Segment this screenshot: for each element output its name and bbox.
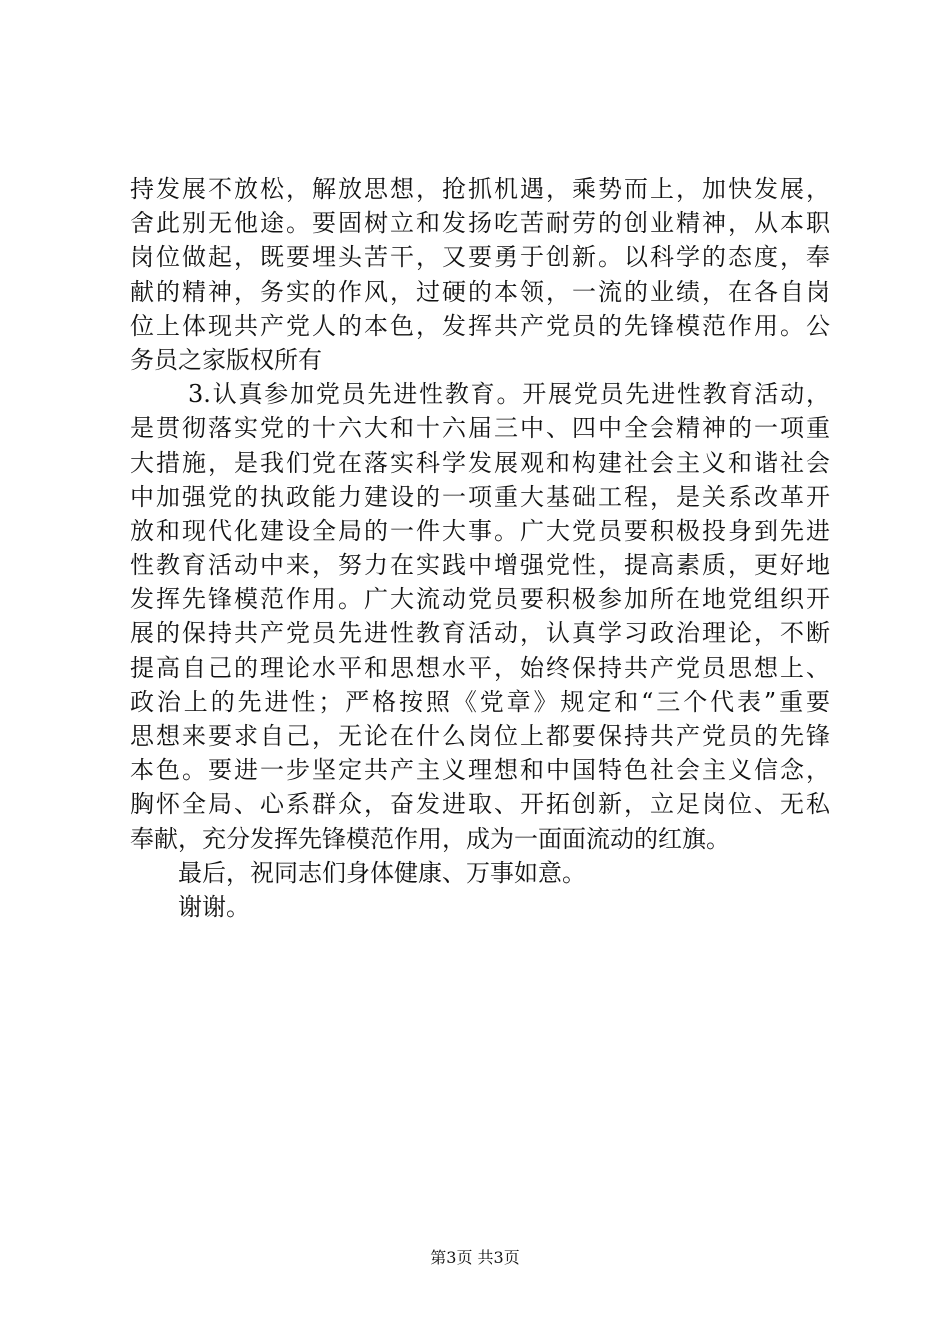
document-body — [130, 172, 830, 924]
text-line: 大措施，是我们党在落实科学发展观和构建社会主义和谐社会 — [130, 448, 830, 477]
text-line: 发挥先锋模范作用。广大流动党员要积极参加所在地党组织开 — [130, 585, 830, 614]
text-line: 舍此别无他途。要固树立和发扬吃苦耐劳的创业精神，从本职 — [130, 209, 830, 238]
page-number-footer: 第3页 共3页 — [430, 1248, 520, 1267]
text-line: 中加强党的执政能力建设的一项重大基础工程，是关系改革开 — [130, 482, 830, 511]
thanks-line: 谢谢。 — [178, 892, 250, 921]
text-line: 胸怀全局、心系群众，奋发进取、开拓创新，立足岗位、无私 — [130, 790, 830, 819]
text-line: 性教育活动中来，努力在实践中增强党性，提高素质，更好地 — [130, 551, 830, 580]
text-line: 展的保持共产党员先进性教育活动，认真学习政治理论，不断 — [130, 619, 830, 648]
text-line: 持发展不放松，解放思想，抢抓机遇，乘势而上，加快发展， — [130, 175, 830, 203]
text-line: 献的精神，务实的作风，过硬的本领，一流的业绩，在各自岗 — [130, 277, 830, 306]
text-line: 位上体现共产党人的本色，发挥共产党员的先锋模范作用。公 — [130, 311, 830, 340]
text-line: 本色。要进一步坚定共产主义理想和中国特色社会主义信念， — [130, 756, 830, 785]
text-line: 政治上的先进性；严格按照《党章》规定和“三个代表”重要 — [130, 687, 830, 716]
text-line: 是贯彻落实党的十六大和十六届三中、四中全会精神的一项重 — [130, 414, 830, 443]
closing-wishes-line: 最后，祝同志们身体健康、万事如意。 — [178, 858, 586, 887]
section-heading-line: 3.认真参加党员先进性教育。开展党员先进性教育活动， — [188, 380, 830, 409]
text-line: 务员之家版权所有 — [130, 345, 322, 374]
text-line: 思想来要求自己，无论在什么岗位上都要保持共产党员的先锋 — [130, 722, 830, 750]
text-line: 放和现代化建设全局的一件大事。广大党员要积极投身到先进 — [130, 516, 830, 545]
text-line: 岗位做起，既要埋头苦干，又要勇于创新。以科学的态度，奉 — [130, 243, 830, 272]
text-line: 提高自己的理论水平和思想水平，始终保持共产党员思想上、 — [130, 653, 830, 682]
text-line: 奉献，充分发挥先锋模范作用，成为一面面流动的红旗。 — [130, 824, 730, 853]
